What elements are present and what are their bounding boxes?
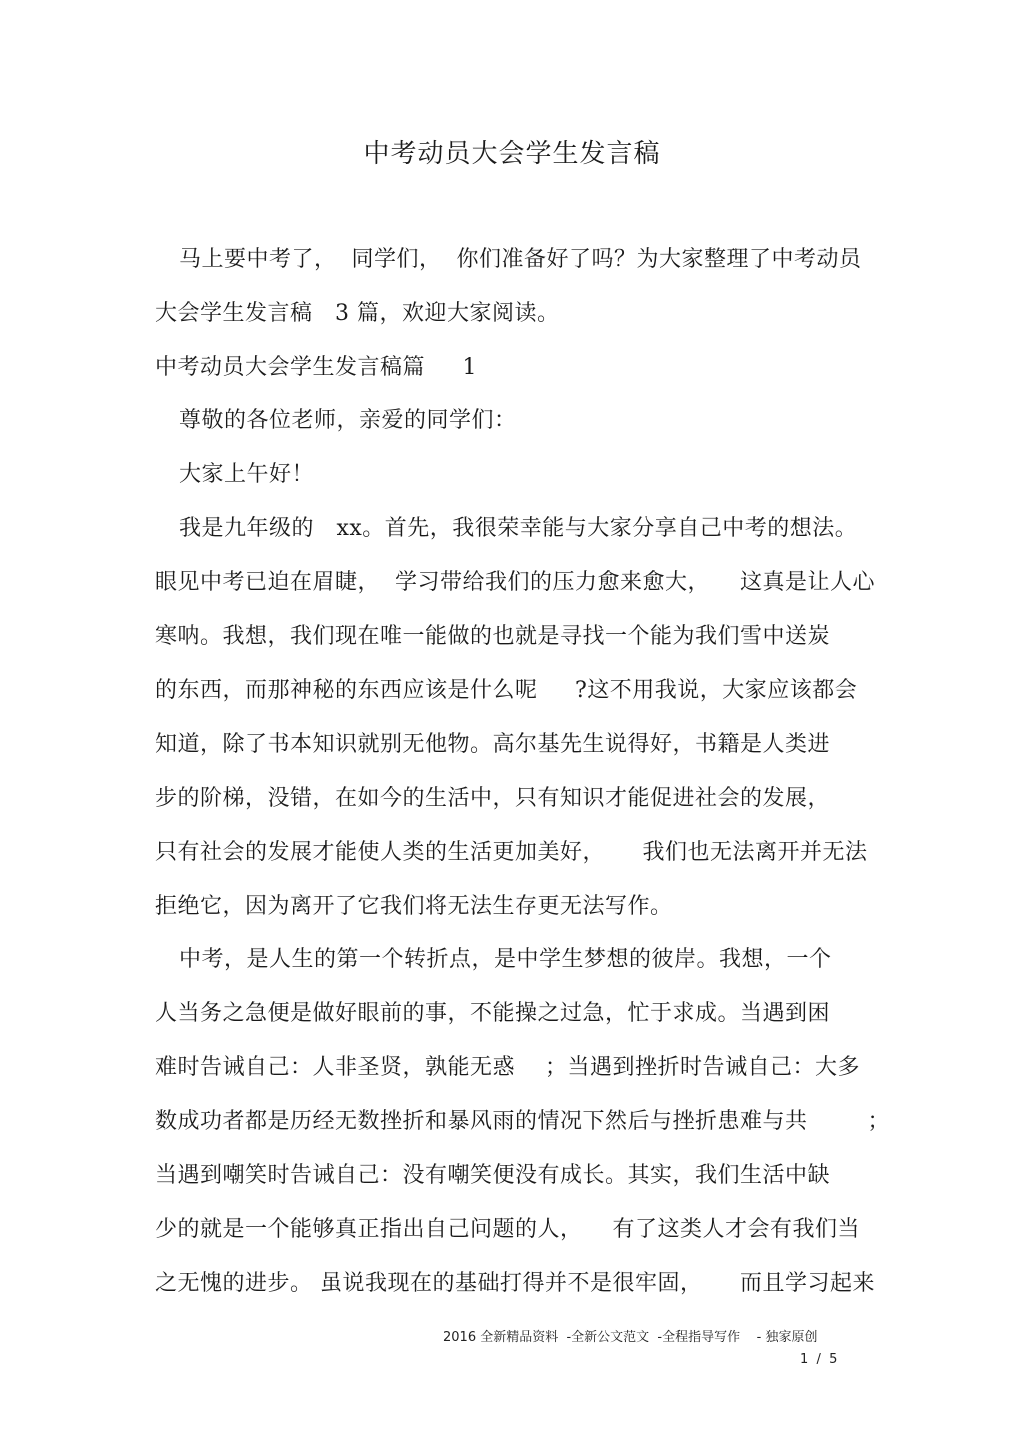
paragraph-line: 少的就是一个能够真正指出自己问题的人， 有了这类人才会有我们当 bbox=[155, 1217, 860, 1242]
salutation-line: 尊敬的各位老师，亲爱的同学们： bbox=[179, 408, 517, 433]
paragraph-line: 只有社会的发展才能使人类的生活更加美好， 我们也无法离开并无法 bbox=[155, 840, 868, 865]
paragraph-line: 数成功者都是历经无数挫折和暴风雨的情况下然后与挫折患难与共 ； bbox=[155, 1109, 890, 1134]
paragraph-line: 之无愧的进步。 虽说我现在的基础打得并不是很牢固， 而且学习起来 bbox=[155, 1271, 875, 1296]
footer-source-text: 2016 全新精品资料 -全新公文范文 -全程指导写作 - 独家原创 bbox=[443, 1330, 818, 1345]
paragraph-line: 眼见中考已迫在眉睫， 学习带给我们的压力愈来愈大， 这真是让人心 bbox=[155, 570, 875, 595]
paragraph-line: 我是九年级的 xx。首先，我很荣幸能与大家分享自己中考的想法。 bbox=[179, 516, 858, 541]
paragraph-line: 寒呐。我想，我们现在唯一能做的也就是寻找一个能为我们雪中送炭 bbox=[155, 624, 831, 649]
paragraph-line: 当遇到嘲笑时告诫自己：没有嘲笑便没有成长。其实，我们生活中缺 bbox=[155, 1163, 831, 1188]
section-heading: 中考动员大会学生发言稿篇 1 bbox=[155, 355, 477, 380]
paragraph-line: 知道，除了书本知识就别无他物。高尔基先生说得好，书籍是人类进 bbox=[155, 732, 831, 757]
paragraph-line: 大会学生发言稿 3 篇，欢迎大家阅读。 bbox=[155, 301, 560, 326]
paragraph-line: 拒绝它，因为离开了它我们将无法生存更无法写作。 bbox=[155, 894, 673, 919]
paragraph-line: 难时告诫自己：人非圣贤，孰能无惑 ；当遇到挫折时告诫自己：大多 bbox=[155, 1055, 860, 1080]
paragraph-line: 中考，是人生的第一个转折点，是中学生梦想的彼岸。我想，一个 bbox=[179, 947, 832, 972]
paragraph-line: 步的阶梯，没错，在如今的生活中，只有知识才能促进社会的发展， bbox=[155, 786, 831, 811]
page-title: 中考动员大会学生发言稿 bbox=[363, 139, 661, 169]
paragraph-line: 的东西，而那神秘的东西应该是什么呢 ?这不用我说，大家应该都会 bbox=[155, 678, 858, 703]
paragraph-line: 马上要中考了， 同学们， 你们准备好了吗？为大家整理了中考动员 bbox=[179, 247, 862, 272]
page-number: 1 / 5 bbox=[800, 1352, 838, 1367]
greeting-line: 大家上午好！ bbox=[179, 462, 315, 487]
paragraph-line: 人当务之急便是做好眼前的事，不能操之过急，忙于求成。当遇到困 bbox=[155, 1001, 831, 1026]
